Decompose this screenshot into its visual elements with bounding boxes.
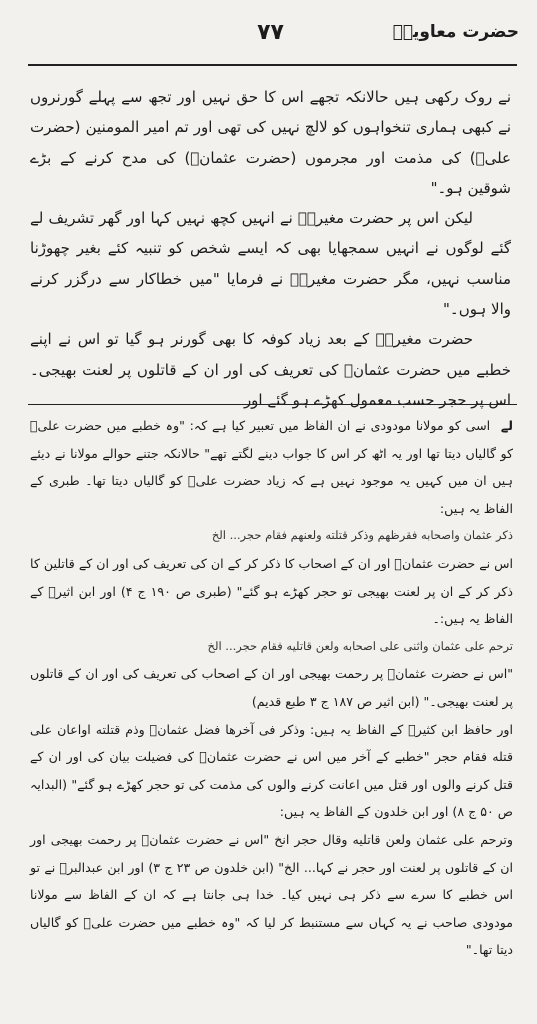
page-header <box>22 18 519 60</box>
page-number: ۷۷ <box>257 20 284 45</box>
running-head: حضرت معاویہؓ <box>392 22 519 42</box>
footnote-text: اسی کو مولانا مودودی نے ان الفاظ میں تعبیر کیا ہے کہ: "وہ خطبے میں حضرت علیؓ کو گالیاں دیتا تھا اور یہ اٹھ کر اس کا جواب دینے لگتے تھے" حالانکہ جتنے حوالے مولانا نے دیئے ہیں ان میں کہیں یہ موجود نہیں ہے کہ زیاد حضرت علیؓ کو گالیاں دیتا تھا۔ طبری کے الفاظ یہ ہیں: <box>30 418 513 516</box>
paragraph: حضرت مغیرہؓ کے بعد زیاد کوفہ کا بھی گورنر ہو گیا تو اس نے اپنے خطبے میں حضرت عثمانؓ کی تعریف کی اور ان کے قاتلوں پر لعنت بھیجی۔ اس پر حجر حسب معمول کھڑے ہو گئے اور <box>30 330 511 409</box>
footnote-paragraph: اور حافظ ابن کثیرؒ کے الفاظ یہ ہیں: وذکر فی آخرها فضل عثمانؓ وذم قتلته اواعان علی قتله فقام حجر "خطبے کے آخر میں اس نے حضرت عثمانؓ کی فضیلت بیان کی اور ان کے قتل کرنے والوں اور قتل میں اعانت کرنے والوں کی مذمت کی تو حجر کھڑے ہو گئے" (البدایہ ص ۵۰ ج ۸) اور ابن خلدون کے الفاظ یہ ہیں: <box>30 721 513 820</box>
main-text <box>30 82 511 415</box>
paragraph: نے روک رکھی ہیں حالانکہ تجھے اس کا حق نہیں اور تجھ سے پہلے گورنروں نے کبھی ہماری تنخواہوں کو لالچ نہیں کی تھی اور تم امیر المومنین (حضرت علیؓ) کی مذمت اور مجرموں (حضرت عثمانؓ) کی مدح کرنے کے بڑے شوقین ہو۔" <box>30 88 511 197</box>
footnote-marker: لے <box>500 418 513 433</box>
header-rule <box>28 64 517 66</box>
arabic-quote: ذکر عثمان واصحابه فقرظهم وذکر قتلته ولعنهم فقام حجر... الخ <box>211 528 513 543</box>
footnotes <box>30 412 513 964</box>
footnote-paragraph: اس نے حضرت عثمانؓ اور ان کے اصحاب کا ذکر کر کے ان کی تعریف کی اور ان کے قاتلین کا ذکر کر کے ان پر لعنت بھیجی تو حجر کھڑے ہو گئے" (طبری ص ۱۹۰ ج ۴) اور ابن اثیرؒ کے الفاظ یہ ہیں:۔ <box>30 555 513 627</box>
arabic-quote: ترحم علی عثمان واثنی علی اصحابه ولعن قاتلیه فقام حجر... الخ <box>207 638 513 653</box>
footnote-paragraph <box>30 412 513 522</box>
footnote-rule <box>28 404 517 405</box>
footnote-paragraph: "اس نے حضرت عثمانؓ پر رحمت بھیجی اور ان کے اصحاب کی تعریف کی اور ان کے قاتلوں پر لعنت بھیجی۔" (ابن اثیر ص ۱۸۷ ج ۳ طبع قدیم) <box>30 666 513 709</box>
footnote-paragraph: وترحم علی عثمان ولعن قاتلیه وقال حجر انخ "اس نے حضرت عثمانؓ پر رحمت بھیجی اور ان کے قاتلوں پر لعنت اور حجر نے کہا... الخ" (ابن خلدون ص ۲۳ ج ۳) اور ابن عبدالبرؒ نے تو اس خطبے کا سرے سے ذکر ہی نہیں کیا۔ خدا ہی جانتا ہے کہ ان کے الفاظ سے مولانا مودودی صاحب نے یہ کہاں سے مستنبط کر لیا کہ "وہ خطبے میں حضرت علیؓ کو گالیاں دیتا تھا۔" <box>30 831 513 958</box>
paragraph: لیکن اس پر حضرت مغیرہؓ نے انہیں کچھ نہیں کہا اور گھر تشریف لے گئے لوگوں نے انہیں سمجھایا بھی کہ ایسے شخص کو تنبیہ کئے بغیر چھوڑنا مناسب نہیں، مگر حضرت مغیرہؓ نے فرمایا "میں خطاکار سے درگزر کرنے والا ہوں۔" <box>30 209 511 319</box>
